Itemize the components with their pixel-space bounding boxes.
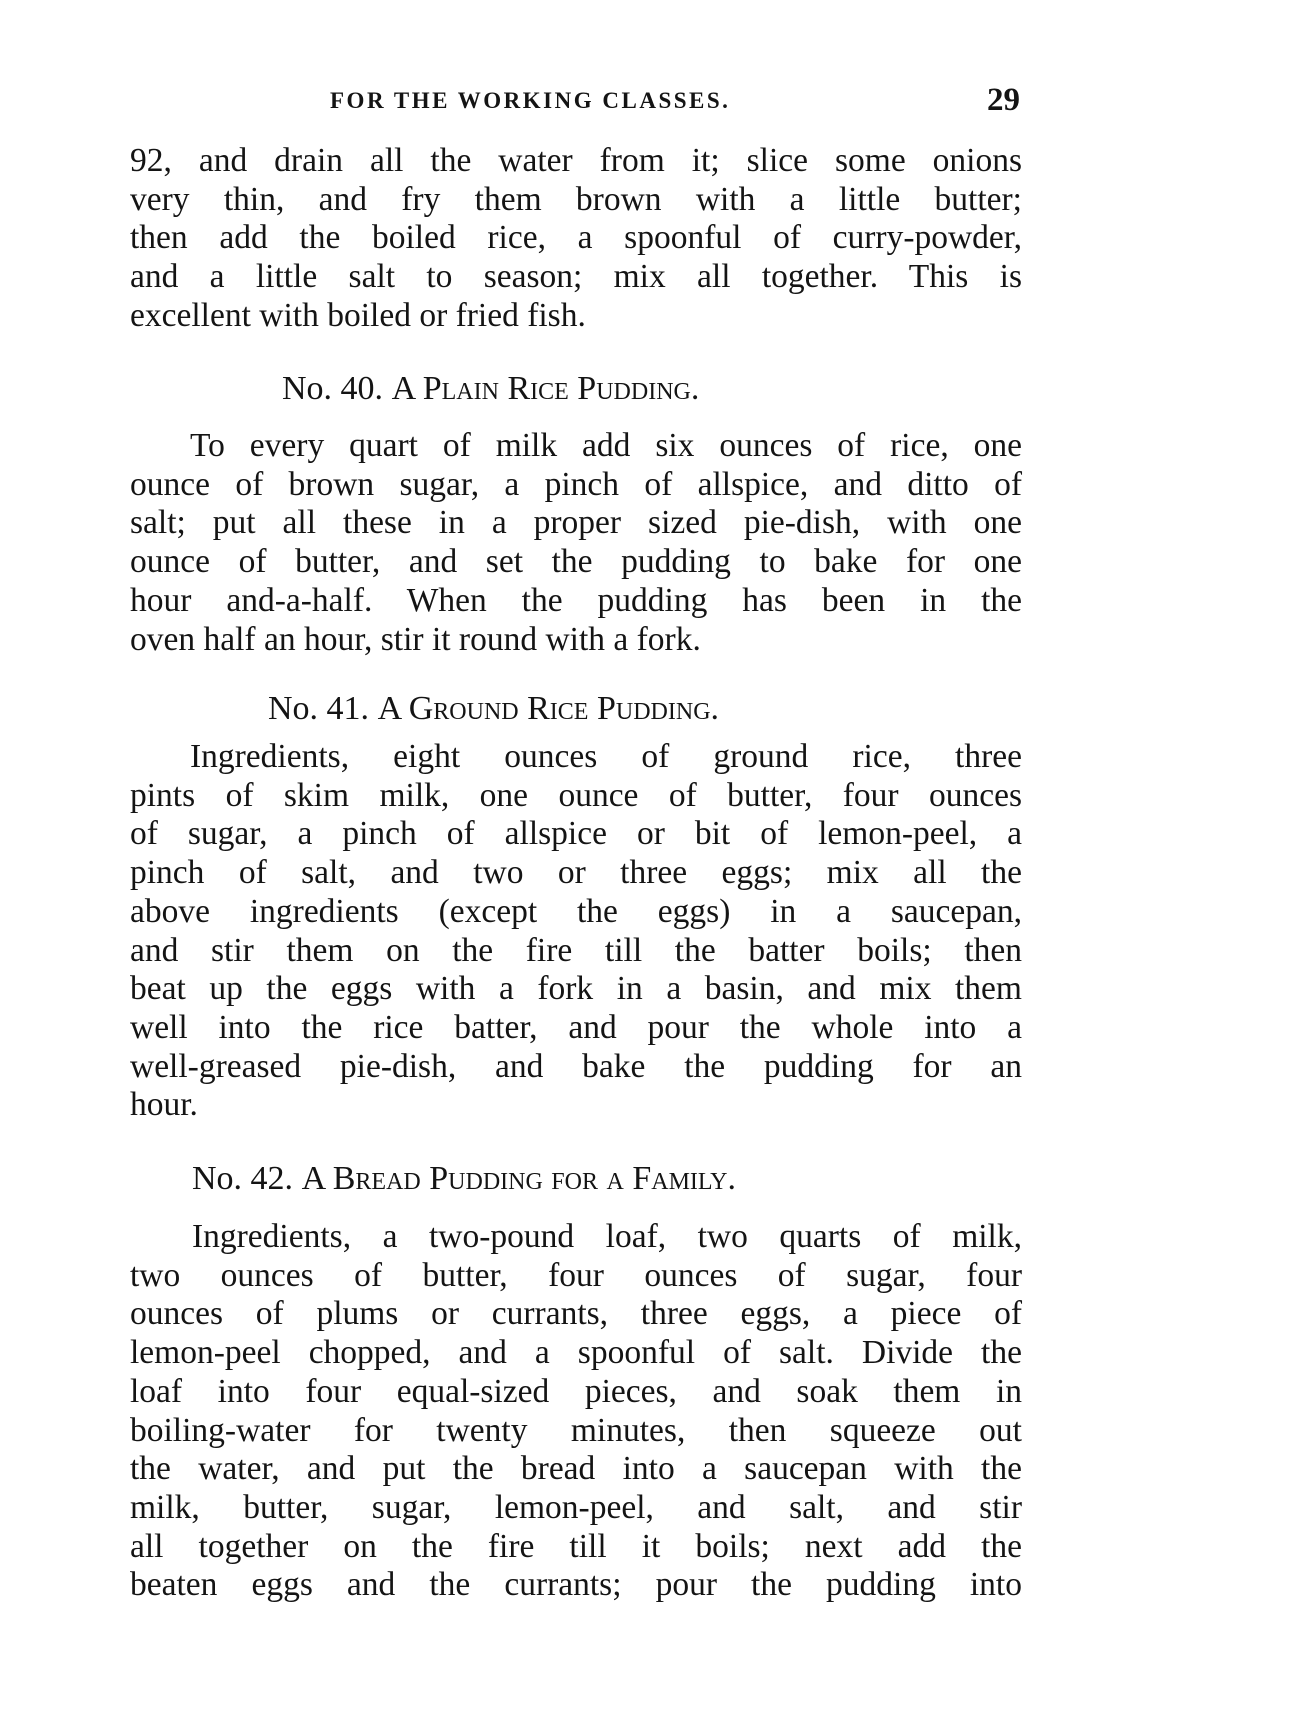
text-line: and stir them on the fire till the batter boils; then [130, 931, 1022, 969]
text-line: above ingredients (except the eggs) in a saucepan, [130, 892, 1022, 930]
recipe-paragraph-40 [130, 427, 1022, 659]
text-line: salt; put all these in a proper sized pie-dish, with one [130, 504, 1022, 542]
text-line: the water, and put the bread into a saucepan with the [130, 1450, 1022, 1488]
text-line: Ingredients, eight ounces of ground rice, three [190, 738, 1022, 775]
recipe-paragraph-41 [130, 738, 1022, 1125]
heading-title: A Plain Rice Pudding. [391, 370, 700, 407]
text-line: pints of skim milk, one ounce of butter, four ounces [130, 776, 1022, 814]
text-line: excellent with boiled or fried fish. [130, 296, 586, 334]
text-line: boiling-water for twenty minutes, then squeeze out [130, 1411, 1022, 1449]
text-line: 92, and drain all the water from it; slice some onions [130, 142, 1022, 179]
text-line: ounces of plums or currants, three eggs, a piece of [130, 1295, 1022, 1333]
text-line: milk, butter, sugar, lemon-peel, and salt, and stir [130, 1488, 1022, 1526]
text-line: well-greased pie-dish, and bake the pudding for an [130, 1047, 1022, 1085]
text-line: beaten eggs and the currants; pour the pudding into [130, 1566, 1022, 1604]
text-line: of sugar, a pinch of allspice or bit of lemon-peel, a [130, 815, 1022, 853]
text-line: hour. [130, 1086, 198, 1124]
text-line: very thin, and fry them brown with a little butter; [130, 180, 1022, 218]
heading-number: No. 42. [192, 1160, 294, 1197]
text-line: ounce of butter, and set the pudding to bake for one [130, 543, 1022, 581]
text-line: pinch of salt, and two or three eggs; mix all the [130, 854, 1022, 892]
text-line: To every quart of milk add six ounces of rice, one [190, 427, 1022, 464]
text-line: then add the boiled rice, a spoonful of curry-powder, [130, 219, 1022, 257]
heading-number: No. 41. [268, 690, 370, 727]
heading-number: No. 40. [282, 370, 384, 407]
recipe-heading-40 [282, 370, 699, 408]
text-line: beat up the eggs with a fork in a basin, and mix them [130, 970, 1022, 1008]
text-line: ounce of brown sugar, a pinch of allspice, and ditto of [130, 465, 1022, 503]
recipe-heading-42 [192, 1160, 736, 1198]
text-line: loaf into four equal-sized pieces, and soak them in [130, 1372, 1022, 1410]
text-line: well into the rice batter, and pour the whole into a [130, 1008, 1022, 1046]
heading-title: A Bread Pudding for a Family. [301, 1160, 736, 1197]
continuation-paragraph [130, 142, 1022, 336]
text-line: two ounces of butter, four ounces of sugar, four [130, 1256, 1022, 1294]
text-line: lemon-peel chopped, and a spoonful of salt. Divide the [130, 1334, 1022, 1372]
page-number: 29 [987, 82, 1020, 118]
running-head [330, 82, 1020, 122]
recipe-heading-41 [268, 690, 719, 728]
heading-title: A Ground Rice Pudding. [377, 690, 720, 727]
text-line: Ingredients, a two-pound loaf, two quarts of milk, [192, 1218, 1022, 1255]
text-line: hour and-a-half. When the pudding has been in the [130, 581, 1022, 619]
text-line: and a little salt to season; mix all together. This is [130, 258, 1022, 296]
text-line: all together on the fire till it boils; next add the [130, 1527, 1022, 1565]
text-line: oven half an hour, stir it round with a fork. [130, 620, 701, 658]
running-title: FOR THE WORKING CLASSES. [330, 88, 731, 113]
recipe-paragraph-42 [130, 1218, 1022, 1605]
